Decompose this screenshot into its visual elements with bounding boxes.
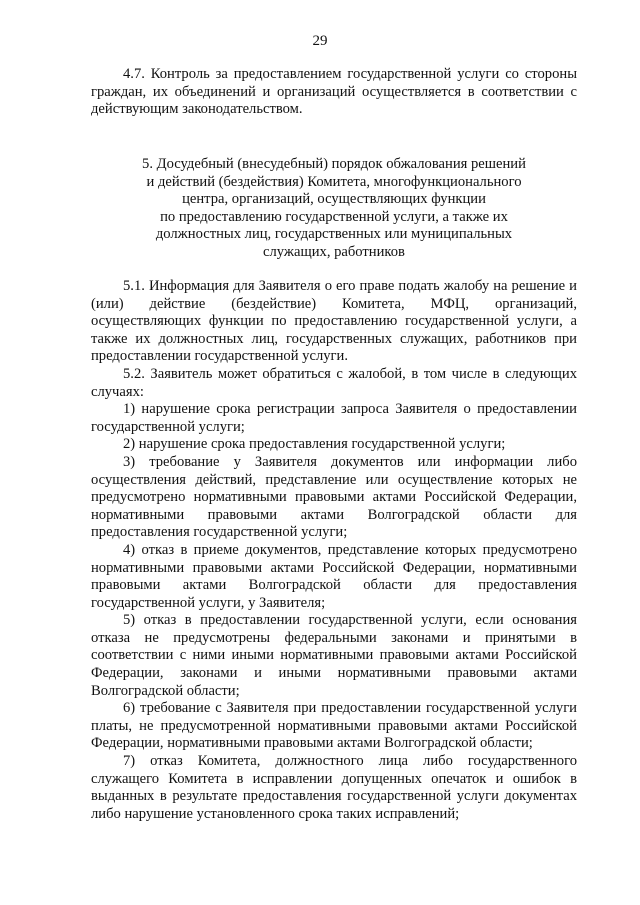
section-5-heading	[91, 156, 577, 262]
section-heading-line: служащих, работников	[263, 243, 405, 260]
list-item: 2) нарушение срока предоставления государственной услуги;	[123, 436, 506, 453]
list-item: 4) отказ в приеме документов, представление которых предусмотрено нормативными правовыми актами Российской Федерации, нормативными правовыми актами Волгоградской области для предоставления государственной услуги, у Заявителя;	[91, 541, 577, 611]
list-item: 1) нарушение срока регистрации запроса Заявителя о предоставлении государственной услуги;	[91, 401, 577, 435]
page-number: 29	[312, 33, 328, 49]
list-item: 3) требование у Заявителя документов или информации либо осуществления действий, представление или осуществление которых не предусмотрено нормативными правовыми актами Российской Федерации, нормативными правовыми актами Волгоградской области для предоставления государственной услуги;	[91, 453, 577, 541]
section-heading-line: должностных лиц, государственных или муниципальных	[155, 226, 513, 243]
section-heading-line: по предоставлению государственной услуги, а также их	[160, 208, 508, 225]
clause-4-7-block	[91, 66, 577, 119]
list-item: 6) требование с Заявителя при предоставлении государственной услуги платы, не предусмотренной нормативными правовыми актами Российской Федерации, нормативными правовыми актами Волгоградской области;	[91, 700, 577, 752]
section-heading-line: и действий (бездействия) Комитета, многофункционального	[146, 173, 522, 190]
section-5-body	[91, 278, 577, 823]
list-item: 7) отказ Комитета, должностного лица либо государственного служащего Комитета в исправлении допущенных опечаток и ошибок в выданных в результате предоставления государственной услуги документах либо нарушение установленного срока таких исправлений;	[91, 753, 577, 822]
clause-5-1-paragraph: 5.1. Информация для Заявителя о его праве подать жалобу на решение и (или) действие (бездействие) Комитета, МФЦ, организаций, осуществляющих функции по предоставлению государственной услуги, а также их должностных лиц, государственных служащих, работников при предоставлении государственной услуги.	[91, 278, 577, 365]
list-item: 5) отказ в предоставлении государственной услуги, если основания отказа не предусмотрены федеральными законами и принятыми в соответствии с ними иными нормативными правовыми актами Российской Федерации, законами и иными нормативными правовыми актами Волгоградской области;	[91, 612, 577, 699]
clause-4-7-paragraph: 4.7. Контроль за предоставлением государственной услуги со стороны граждан, их объединений и организаций осуществляется в соответствии с действующим законодательством.	[91, 66, 577, 118]
section-heading-line: 5. Досудебный (внесудебный) порядок обжалования решений	[142, 156, 526, 172]
clause-5-2-intro: 5.2. Заявитель может обратиться с жалобой, в том числе в следующих случаях:	[91, 365, 577, 400]
section-heading-line: центра, организаций, осуществляющих функции	[182, 191, 486, 208]
